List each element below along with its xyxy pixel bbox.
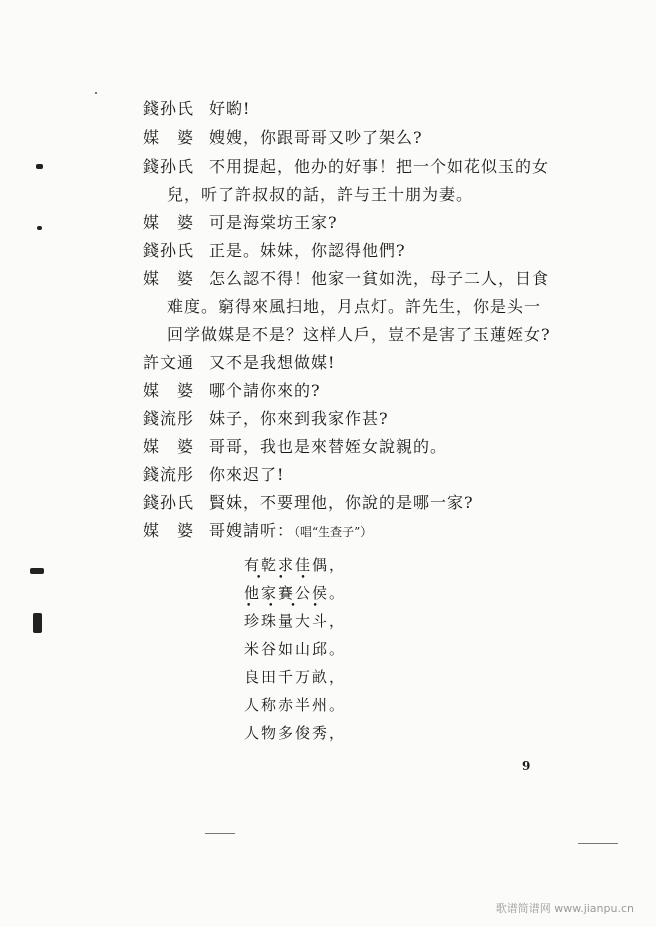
speaker-name: 許文通	[143, 353, 195, 372]
dialogue-text: 回学做媒是不是？这样人戶，豈不是害了玉蓮姪女?	[167, 325, 551, 344]
speaker-name: 媒 婆	[143, 128, 195, 147]
dialogue-line	[143, 353, 335, 373]
dialogue-text: 哥哥，我也是來替姪女說親的。	[209, 437, 448, 456]
dialogue-text: 哪个請你來的?	[209, 381, 321, 400]
speaker-name: 媒 婆	[143, 437, 195, 456]
scan-speck	[95, 92, 97, 94]
dialogue-text: 哥嫂請听：	[209, 521, 295, 540]
verse-line: 人称赤半州。	[244, 696, 347, 714]
emphasis-dots: • • • •	[246, 601, 325, 611]
dialogue-text: 怎么認不得！他家一貧如洗，母子二人，日食	[209, 269, 550, 288]
verse-line: 珍珠量大斗，	[244, 612, 347, 630]
speaker-name: 錢孙氏	[143, 99, 195, 118]
dialogue-text: 妹子，你來到我家作甚?	[209, 409, 389, 428]
dialogue-line	[143, 409, 389, 429]
dialogue-text: 賢妹，不要理他，你說的是哪一家?	[209, 493, 474, 512]
margin-mark	[36, 164, 43, 169]
verse-line: 米谷如山邱。	[244, 640, 347, 658]
stage-direction: （唱“生查子”）	[294, 525, 373, 539]
speaker-name: 錢流彤	[143, 465, 195, 484]
verse-line: 有乾求佳偶，	[244, 556, 347, 574]
speaker-name: 媒 婆	[143, 381, 195, 400]
dialogue-line	[143, 241, 406, 261]
margin-mark	[33, 613, 42, 633]
speaker-name: 錢孙氏	[143, 241, 195, 260]
dialogue-text: 好喲!	[209, 99, 251, 118]
dialogue-line	[143, 465, 284, 485]
dialogue-line	[143, 521, 372, 542]
scan-speck	[205, 833, 235, 834]
verse-line: 良田千万畝，	[244, 668, 347, 686]
dialogue-line	[143, 269, 549, 289]
speaker-name: 媒 婆	[143, 213, 195, 232]
speaker-name: 媒 婆	[143, 269, 195, 288]
dialogue-text: 正是。妹妹，你認得他們?	[209, 241, 406, 260]
margin-mark	[30, 568, 44, 574]
dialogue-text: 嫂嫂，你跟哥哥又吵了架么?	[209, 128, 423, 147]
dialogue-continuation	[167, 185, 473, 205]
dialogue-line	[143, 213, 338, 233]
dialogue-line	[143, 128, 423, 148]
emphasis-dots: • • •	[256, 573, 313, 583]
dialogue-line	[143, 437, 447, 457]
dialogue-text: 你來迟了!	[209, 465, 285, 484]
verse-line: 他家賽公侯。	[244, 584, 347, 602]
speaker-name: 錢孙氏	[143, 493, 195, 512]
scan-speck	[578, 843, 618, 844]
speaker-name: 錢孙氏	[143, 157, 195, 176]
margin-mark	[37, 226, 42, 230]
dialogue-text: 兒，听了許叔叔的話，許与王十朋为妻。	[167, 185, 474, 204]
dialogue-line	[143, 381, 321, 401]
dialogue-continuation	[167, 325, 551, 345]
dialogue-line	[143, 99, 250, 119]
speaker-name: 錢流彤	[143, 409, 195, 428]
dialogue-text: 可是海棠坊王家?	[209, 213, 338, 232]
dialogue-line	[143, 493, 474, 513]
dialogue-text: 难度。窮得來風扫地，月点灯。許先生，你是头一	[167, 297, 542, 316]
page-number: 9	[522, 759, 531, 773]
dialogue-continuation	[167, 297, 541, 317]
dialogue-text: 又不是我想做媒!	[209, 353, 336, 372]
speaker-name: 媒 婆	[143, 521, 195, 540]
dialogue-text: 不用提起，他办的好事！把一个如花似玉的女	[209, 157, 550, 176]
verse-line: 人物多俊秀，	[244, 724, 347, 742]
dialogue-line	[143, 157, 549, 177]
watermark: 歌谱简谱网 www.jianpu.cn	[495, 902, 634, 915]
